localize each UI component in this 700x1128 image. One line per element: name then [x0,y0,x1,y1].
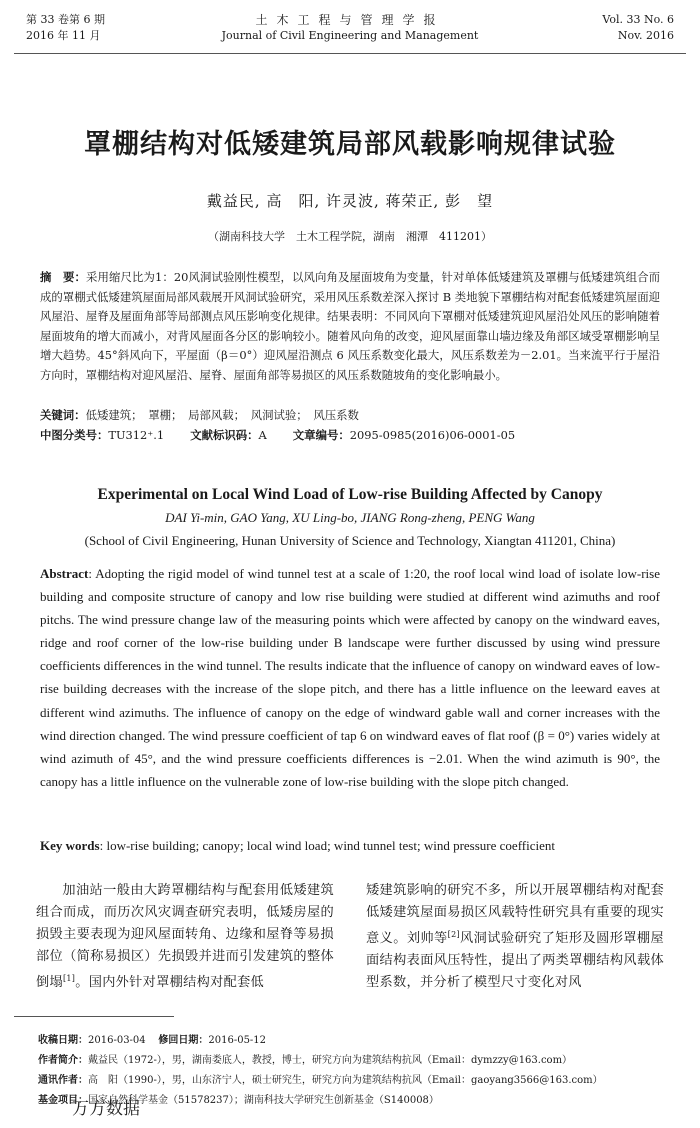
footnote-divider [14,1016,174,1017]
running-header [26,12,674,50]
abstract-en-label: Abstract [40,566,89,581]
watermark-text: 万方数据 [72,1099,140,1119]
abstract-cn [40,268,660,386]
abstract-cn-text: 采用缩尺比为1：20风洞试验刚性模型，以风向角及屋面坡角为变量，针对单体低矮建筑及罩棚与低矮建筑组合而成的罩棚式低矮建筑屋面局部风载展开风洞试验研究，采用风压系数差深入探讨 B 类地貌下罩棚结构对配套低矮建筑屋面迎风屋沿、屋脊及屋面角部等局部测点风压影响变化规律。结果表明：不同风向下罩棚对低矮建筑迎风屋沿处风压的影响随着屋面坡角的增大而减小，对背风屋面各分区的影响较小。随着风向角的改变，迎风屋面靠山墙边缘及角部区域受罩棚影响呈增大趋势。45°斜风向下，平屋面（β＝0°）迎风屋沿测点 6 风压系数变化最大，风压系数差为－2.01。当来流平行于屋沿方向时，罩棚结构对迎风屋沿、屋脊、屋面角部等易损区的风压系数随坡角的变化影响最小。 [40,270,660,382]
doc-code-label: 文献标识码： [190,428,259,442]
keywords-en-text: low-rise building; canopy; local wind load; wind tunnel test; wind pressure coefficient [106,838,555,853]
footnote-author-bio [38,1051,678,1071]
fund-label: 基金项目： [38,1095,88,1106]
header-center [26,12,674,44]
body-right-text-1: 矮建筑影响的研究不多，所以开展罩棚结构对配套低矮建筑屋面易损区风载特性研究具有重要的现实意义。刘帅等 [366,883,664,946]
journal-name-cn: 土木工程与管理学报 [255,13,445,27]
journal-name-en: Journal of Civil Engineering and Management [221,29,479,42]
header-divider [14,53,686,54]
header-right [602,12,674,44]
keywords-en [40,836,660,856]
classification-line [40,426,660,446]
abstract-en-text: Adopting the rigid model of wind tunnel test at a scale of 1:20, the roof local wind load of isolate low-rise building and composite structure of canopy and low rise building were studied at different wind azimuths and roof pitchs. The wind pressure change law of the measuring points which were affected by canopy on the windward eaves, ridge and roof corner of the low-rise building under B landscape were further discussed by using wind pressure coefficients differences in the wind tunnel. The results indicate that the influence of canopy on windward eaves of low-rise building decreases with the increase of the slope pitch, and there has a little influence on the leeward eaves at different wind azimuths. The influence of canopy on the edge of windward gable wall and corner increases with the wind direction changed. The wind pressure coefficient of tap 6 on windward eaves of flat roof (β = 0°) varies widely at wind azimuth of 45°, and the wind pressure coefficients differences is −2.01. When the wind azimuth is 90°, the canopy has a little influence on the vulnerable zone of low-rise building with the slope pitch changed. [40,566,660,789]
body-column-right [366,880,664,994]
clc-label: 中图分类号： [40,428,109,442]
fund-value: 国家自然科学基金（51578237）；湖南科技大学研究生创新基金（S140008） [88,1095,439,1106]
author-bio-label: 作者简介： [38,1055,88,1066]
abstract-cn-label: 摘 要： [40,270,87,284]
affiliation-cn: （湖南科技大学 土木工程学院，湖南 湘潭 411201） [208,230,492,243]
volume-cn: 第 33 卷第 6 期 [26,13,105,26]
article-no-value: 2095-0985(2016)06-0001-05 [349,428,516,442]
authors-en: DAI Yi-min, GAO Yang, XU Ling-bo, JIANG Rong-zheng, PENG Wang [165,510,535,525]
received-label: 收稿日期： [38,1035,88,1046]
revised-label: 修回日期： [158,1035,209,1046]
keywords-en-separator: : [99,838,107,853]
keywords-cn-label: 关键词： [40,408,86,422]
abstract-en [40,562,660,793]
corresponding-label: 通讯作者： [38,1075,88,1086]
date-cn: 2016 年 11 月 [26,29,101,42]
footnote-corresponding [38,1071,678,1091]
abstract-en-separator: : [88,566,96,581]
affiliation-en: (School of Civil Engineering, Hunan University of Science and Technology, Xiangtan 411201, China) [84,533,616,548]
footnote-dates [38,1031,678,1051]
citation-ref-1[interactable]: [1] [62,974,76,983]
article-no-label: 文章编号： [292,428,350,442]
keywords-cn-text: 低矮建筑； 罩棚； 局部风载； 风洞试验； 风压系数 [85,408,359,422]
paper-title-cn: 罩棚结构对低矮建筑局部风载影响规律试验 [84,129,616,160]
revised-value: 2016-05-12 [208,1035,267,1046]
paper-title-en: Experimental on Local Wind Load of Low-rise Building Affected by Canopy [97,486,603,503]
keywords-en-label: Key words [40,838,100,853]
body-right-text-2: 风洞试验研究了矩形及圆形罩棚屋面结构表面风压特性，提出了两类罩棚结构风载体型系数，并分析了模型尺寸变化对风 [366,931,664,990]
citation-ref-2[interactable]: [2] [447,930,460,939]
authors-cn: 戴益民, 高 阳, 许灵波, 蒋荣正, 彭 望 [206,192,494,210]
clc-value: TU312⁺.1 [108,428,165,442]
corresponding-value: 高 阳（1990-），男，山东济宁人，硕士研究生，研究方向为建筑结构抗风（Email：gaoyang3566@163.com） [88,1075,603,1086]
keywords-cn [40,406,660,426]
volume-en: Vol. 33 No. 6 [602,13,674,26]
body-column-left [36,880,334,994]
body-left-text-2: 。国内外针对罩棚结构对配套低 [75,975,265,990]
received-value: 2016-03-04 [88,1035,146,1046]
body-left-text-1: 加油站一般由大跨罩棚结构与配套用低矮建筑组合而成，而历次风灾调查研究表明，低矮房屋的损毁主要表现为迎风屋面转角、边缘和屋脊等易损部位（简称易损区）先损毁并进而引发建筑的整体倒塌 [36,883,334,990]
author-bio-value: 戴益民（1972-），男，湖南娄底人，教授，博士，研究方向为建筑结构抗风（Email：dymzzy@163.com） [88,1055,573,1066]
doc-code-value: A [258,428,267,442]
date-en: Nov. 2016 [617,29,674,42]
